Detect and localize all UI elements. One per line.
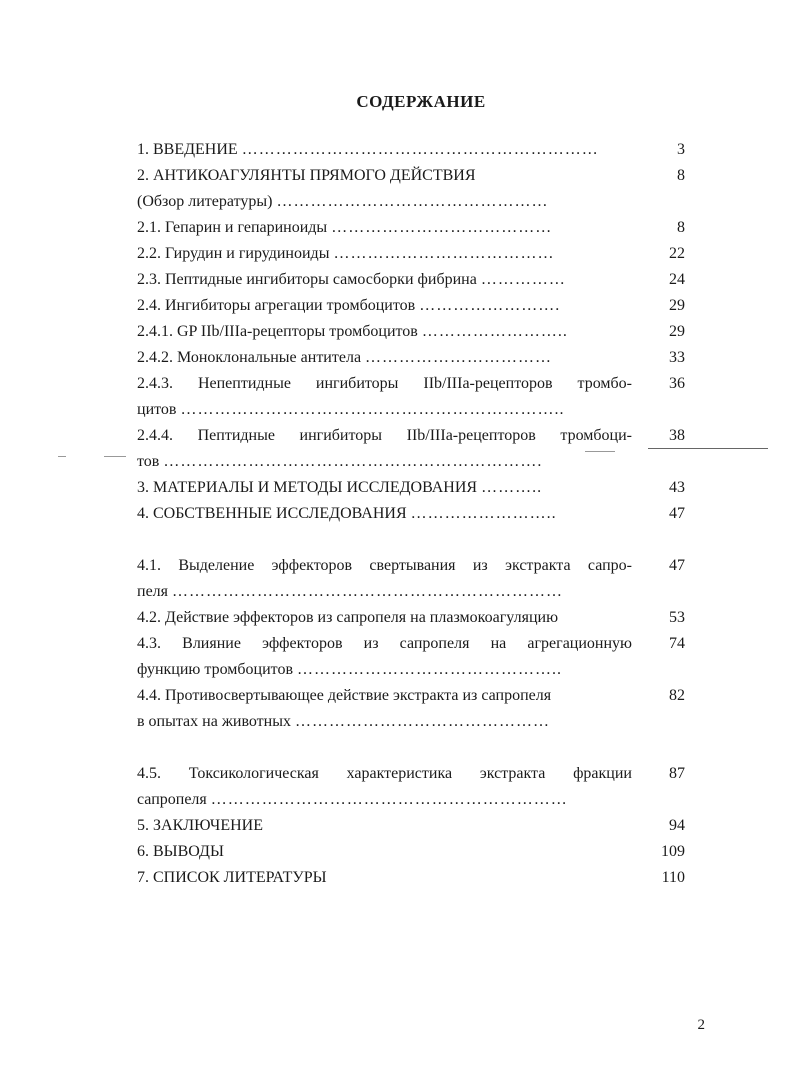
toc-leader-dots: ………………………………………………………	[241, 141, 599, 158]
toc-entry[interactable]	[137, 296, 690, 322]
toc-entry[interactable]	[137, 140, 690, 166]
toc-entry[interactable]	[137, 686, 690, 712]
toc-page-number: 8	[677, 219, 685, 236]
toc-leader-dots: ……………………………………………………………	[172, 583, 564, 600]
toc-entry[interactable]	[137, 556, 690, 582]
toc-entry-text: 2.4.4. Пептидные ингибиторы IIb/IIIa-рецепторов тромбоци-	[137, 427, 632, 444]
toc-leader-dots: ……………………………	[365, 349, 553, 366]
toc-entry[interactable]	[137, 634, 690, 660]
toc-leader-dots: ………………………………………………………	[210, 791, 568, 808]
toc-entry[interactable]	[137, 478, 690, 504]
toc-entry-text: 2.1. Гепарин и гепариноиды	[137, 219, 332, 236]
toc-page-number: 3	[677, 141, 685, 158]
toc-entry-text: 2.4.2. Моноклональные антитела	[137, 349, 366, 366]
scan-artifact-line	[58, 456, 66, 457]
toc-entry[interactable]	[137, 166, 690, 192]
toc-entry[interactable]	[137, 374, 690, 400]
toc-page-number: 109	[661, 843, 685, 860]
toc-leader-dots: …………………….	[419, 297, 561, 314]
toc-page-number: 24	[669, 271, 685, 288]
toc-entry[interactable]	[137, 790, 690, 816]
toc-entry[interactable]	[137, 400, 690, 426]
toc-page-number: 47	[669, 505, 685, 522]
toc-entry-text: 1. ВВЕДЕНИЕ	[137, 141, 242, 158]
toc-entry-text: 4.4. Противосвертывающее действие экстракта из сапропеля	[137, 687, 552, 704]
page-number: 2	[697, 1017, 705, 1033]
table-of-contents	[137, 140, 690, 894]
toc-leader-dots: ……………	[480, 271, 566, 288]
toc-page-number: 38	[669, 427, 685, 444]
scan-artifact-line	[648, 448, 768, 449]
toc-leader-dots: …………………………………	[333, 245, 555, 262]
toc-entry-text: 3. МАТЕРИАЛЫ И МЕТОДЫ ИССЛЕДОВАНИЯ	[137, 479, 482, 496]
toc-page-number: 47	[669, 557, 685, 574]
toc-page-number: 29	[669, 297, 685, 314]
toc-entry-text: 4.1. Выделение эффекторов свертывания из экстракта сапро-	[137, 557, 632, 574]
toc-entry-text: 2.2. Гирудин и гирудиноиды	[137, 245, 334, 262]
toc-entry-text: (Обзор литературы)	[137, 193, 277, 210]
toc-entry[interactable]	[137, 348, 690, 374]
toc-leader-dots: …………………………………………	[276, 193, 549, 210]
toc-entry[interactable]	[137, 218, 690, 244]
toc-page-number: 33	[669, 349, 685, 366]
toc-entry-text: тов	[137, 453, 164, 470]
toc-entry-text: 2.4.1. GP IIb/IIIa-рецепторы тромбоцитов	[137, 323, 422, 340]
toc-entry[interactable]	[137, 192, 690, 218]
toc-entry-text: 2. АНТИКОАГУЛЯНТЫ ПРЯМОГО ДЕЙСТВИЯ	[137, 167, 476, 184]
toc-entry-text: 2.3. Пептидные ингибиторы самосборки фибрина	[137, 271, 481, 288]
toc-page-number: 82	[669, 687, 685, 704]
toc-entry[interactable]	[137, 660, 690, 686]
toc-page-number: 22	[669, 245, 685, 262]
toc-leader-dots: …………………………………………………………..	[180, 401, 565, 418]
toc-entry[interactable]	[137, 582, 690, 608]
toc-entry[interactable]	[137, 244, 690, 270]
toc-entry-text: 6. ВЫВОДЫ	[137, 843, 224, 860]
toc-entry-text: 2.4. Ингибиторы агрегации тромбоцитов	[137, 297, 420, 314]
toc-page-number: 74	[669, 635, 685, 652]
toc-leader-dots: ……………………..	[410, 505, 557, 522]
toc-page-number: 36	[669, 375, 685, 392]
toc-entry-text: функцию тромбоцитов	[137, 661, 297, 678]
toc-entry[interactable]	[137, 504, 690, 530]
toc-entry-text: 4. СОБСТВЕННЫЕ ИССЛЕДОВАНИЯ	[137, 505, 411, 522]
toc-entry[interactable]	[137, 270, 690, 296]
toc-entry[interactable]	[137, 452, 690, 478]
toc-entry[interactable]	[137, 608, 690, 634]
toc-entry[interactable]	[137, 816, 690, 842]
toc-page-number: 53	[669, 609, 685, 626]
scan-artifact-line	[104, 456, 126, 457]
toc-leader-dots: ………………………………………	[294, 713, 550, 730]
toc-page-number: 29	[669, 323, 685, 340]
page-title: СОДЕРЖАНИЕ	[356, 92, 486, 111]
toc-leader-dots: ………..	[481, 479, 543, 496]
toc-entry[interactable]	[137, 868, 690, 894]
toc-page-number: 8	[677, 167, 685, 184]
toc-entry[interactable]	[137, 426, 690, 452]
toc-entry-text: пеля	[137, 583, 173, 600]
toc-page-number: 43	[669, 479, 685, 496]
scan-artifact-line	[585, 451, 615, 452]
toc-leader-dots: ………………………………………..	[297, 661, 562, 678]
toc-leader-dots: ……………………..	[421, 323, 568, 340]
toc-entry-text: 4.3. Влияние эффекторов из сапропеля на агрегационную	[137, 635, 632, 652]
toc-entry[interactable]	[137, 322, 690, 348]
toc-leader-dots: ………………………………………………………….	[163, 453, 543, 470]
toc-entry[interactable]	[137, 842, 690, 868]
toc-entry-text: 7. СПИСОК ЛИТЕРАТУРЫ	[137, 869, 327, 886]
toc-entry-text: цитов	[137, 401, 181, 418]
toc-leader-dots: …………………………………	[331, 219, 553, 236]
toc-entry-text: 4.2. Действие эффекторов из сапропеля на плазмокоагуляцию	[137, 609, 559, 626]
toc-page-number: 110	[661, 869, 685, 886]
toc-entry[interactable]	[137, 712, 690, 738]
toc-page-number: 94	[669, 817, 685, 834]
toc-entry-text: 5. ЗАКЛЮЧЕНИЕ	[137, 817, 263, 834]
toc-entry-text: в опытах на животных	[137, 713, 295, 730]
toc-page-number: 87	[669, 765, 685, 782]
toc-entry-text: 2.4.3. Непептидные ингибиторы IIb/IIIa-рецепторов тромбо-	[137, 375, 632, 392]
toc-entry-text: 4.5. Токсикологическая характеристика экстракта фракции	[137, 765, 632, 782]
toc-entry-text: сапропеля	[137, 791, 211, 808]
toc-entry[interactable]	[137, 764, 690, 790]
